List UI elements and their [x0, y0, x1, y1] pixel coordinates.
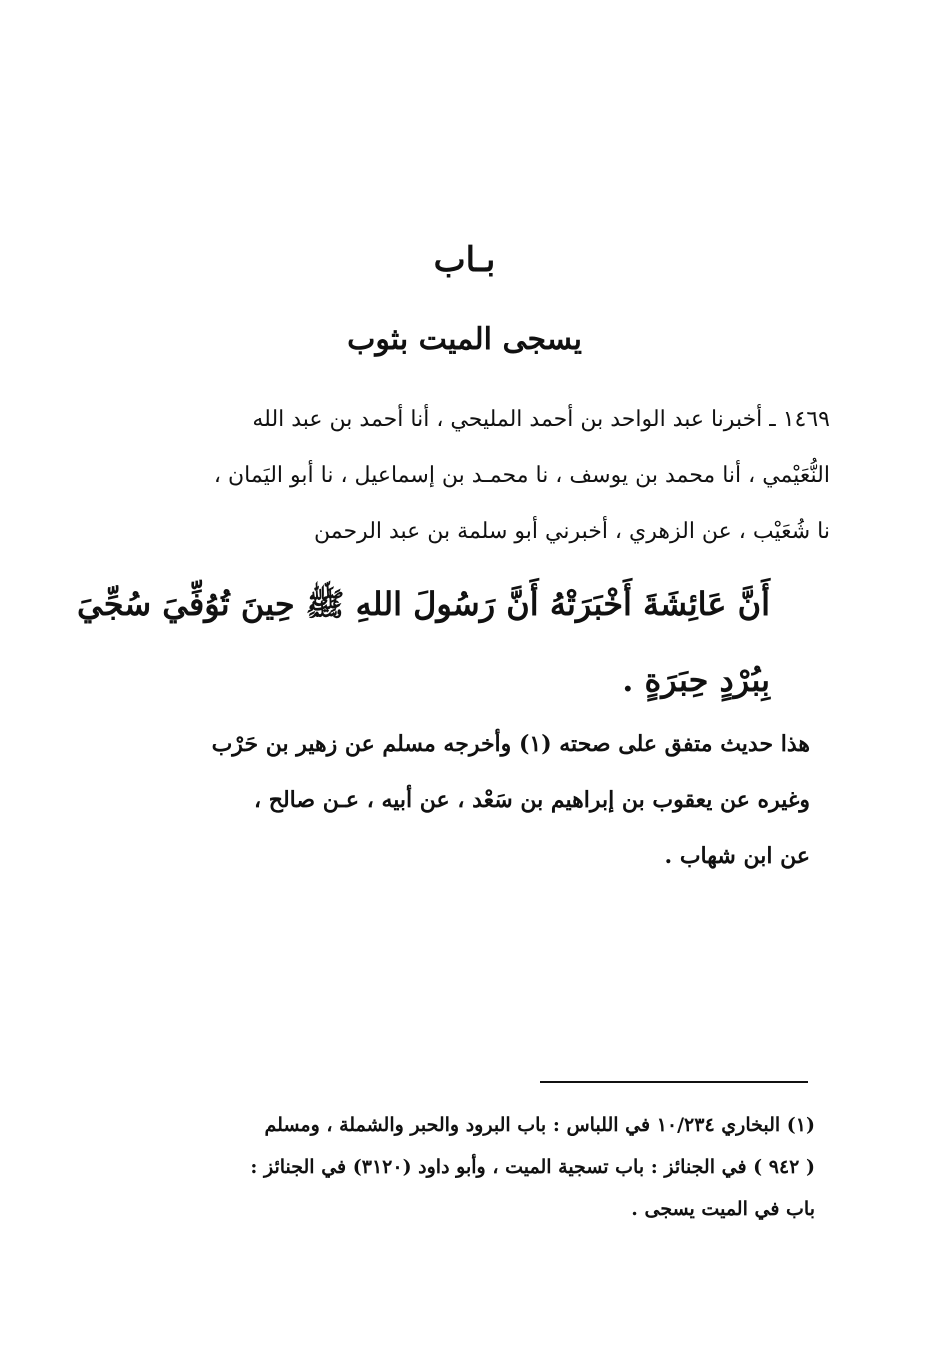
isnad-line: النُّعَيْمي ، أنا محمد بن يوسف ، نا محمـد بن إسماعيل ، نا أبو اليَمان ،: [213, 463, 830, 488]
isnad-line: نا شُعَيْب ، عن الزهري ، أخبرني أبو سلمة بن عبد الرحمن: [313, 519, 830, 544]
hadith-commentary: [150, 716, 810, 884]
footnote-line: ( ٩٤٢ ) في الجنائز : باب تسجية الميت ، وأبو داود (٣١٢٠) في الجنائز :: [250, 1156, 815, 1178]
commentary-line: وغيره عن يعقوب بن إبراهيم بن سَعْد ، عن أبيه ، عـن صالح ،: [254, 787, 810, 813]
footnote-line: باب في الميت يسجى .: [631, 1198, 815, 1220]
isnad-line: ١٤٦٩ ـ أخبرنا عبد الواحد بن أحمد المليحي ، أنا أحمد بن عبد الله: [252, 407, 830, 432]
footnote: [140, 1104, 815, 1230]
commentary-line: هذا حديث متفق على صحته (١) وأخرجه مسلم عن زهير بن حَرْب: [211, 731, 810, 757]
commentary-line: عن ابن شهاب .: [664, 843, 810, 869]
matn-line: بِبُرْدٍ حِبَرَةٍ .: [622, 661, 770, 699]
hadith-isnad: [150, 392, 830, 560]
matn-line: أَنَّ عَائِشَةَ أَخْبَرَتْهُ أَنَّ رَسُولَ اللهِ ﷺ حِينَ تُوُفِّيَ سُجِّيَ: [77, 585, 770, 623]
footnote-line: (١) البخاري ١٠/٢٣٤ في اللباس : باب البرود والحبر والشملة ، ومسلم: [264, 1114, 815, 1136]
chapter-subtitle: يسجى الميت بثوب: [347, 322, 582, 357]
chapter-title: بـاب: [433, 240, 496, 280]
footnote-divider: [540, 1081, 808, 1083]
hadith-matn: [77, 566, 770, 718]
